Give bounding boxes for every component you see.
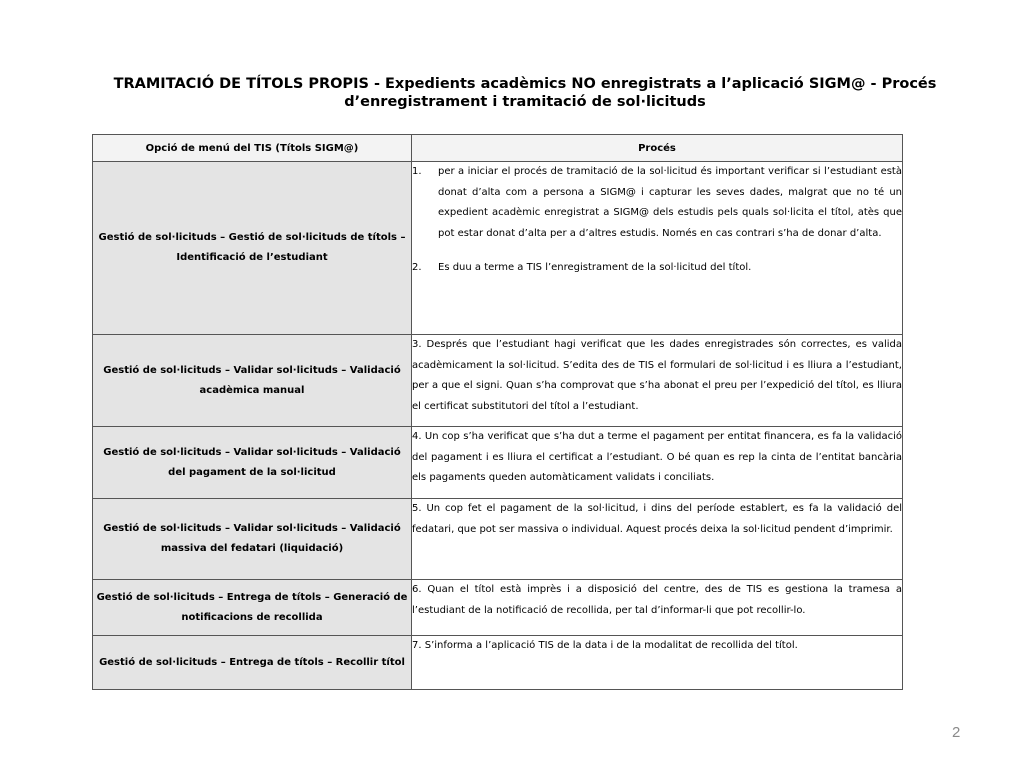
table-row — [93, 427, 903, 499]
menu-cell: Gestió de sol·licituds – Entrega de títols – Generació de notificacions de recollida — [93, 580, 412, 636]
process-cell: 6. Quan el títol està imprès i a disposició del centre, des de TIS es gestiona la tramesa a l’estudiant de la notificació de recollida, per tal d’informar-li que pot recollir-lo. — [412, 580, 903, 636]
process-step — [412, 258, 902, 279]
table-row — [93, 162, 903, 335]
table-row — [93, 335, 903, 427]
menu-cell: Gestió de sol·licituds – Validar sol·licituds – Validació massiva del fedatari (liquidació) — [93, 499, 412, 580]
table-row — [93, 636, 903, 690]
menu-cell: Gestió de sol·licituds – Validar sol·licituds – Validació acadèmica manual — [93, 335, 412, 427]
header-process: Procés — [412, 135, 903, 162]
menu-cell: Gestió de sol·licituds – Gestió de sol·licituds de títols – Identificació de l’estudiant — [93, 162, 412, 335]
table-row — [93, 580, 903, 636]
step-number: 2. — [412, 262, 422, 273]
table-row — [93, 499, 903, 580]
table-header-row — [93, 135, 903, 162]
process-cell: 7. S’informa a l’aplicació TIS de la data i de la modalitat de recollida del títol. — [412, 636, 903, 690]
page-number: 2 — [952, 724, 961, 741]
title-line-1: TRAMITACIÓ DE TÍTOLS PROPIS - Expedients acadèmics NO enregistrats a l’aplicació SIGM@ - Procés — [113, 76, 937, 92]
process-cell: 4. Un cop s’ha verificat que s’ha dut a terme el pagament per entitat financera, es fa la validació del pagament i es lliura el certificat a l’estudiant. O bé quan es rep la cinta de l’entitat bancària els pagaments queden automàticament validats i conciliats. — [412, 427, 903, 499]
page-title — [60, 75, 990, 111]
process-table — [92, 134, 903, 690]
menu-cell: Gestió de sol·licituds – Entrega de títols – Recollir títol — [93, 636, 412, 690]
step-text: per a iniciar el procés de tramitació de la sol·licitud és important verificar si l’estudiant està donat d’alta com a persona a SIGM@ i capturar les seves dades, malgrat que no té un expedient acadèmic enregistrat a SIGM@ dels estudis pels quals sol·licita el títol, atès que pot estar donat d’alta per a d’altres estudis. Només en cas contrari s’ha de donar d’alta. — [438, 166, 902, 239]
process-cell — [412, 162, 903, 335]
menu-cell: Gestió de sol·licituds – Validar sol·licituds – Validació del pagament de la sol·licitud — [93, 427, 412, 499]
process-cell: 3. Després que l’estudiant hagi verificat que les dades enregistrades són correctes, es valida acadèmicament la sol·licitud. S’edita des de TIS el formulari de sol·licitud i es lliura a l’estudiant, per a que el signi. Quan s’ha comprovat que s’ha abonat el preu per l’expedició del títol, es lliura el certificat substitutori del títol a l’estudiant. — [412, 335, 903, 427]
header-menu-option: Opció de menú del TIS (Títols SIGM@) — [93, 135, 412, 162]
title-line-2: d’enregistrament i tramitació de sol·licituds — [344, 94, 706, 110]
step-text: Es duu a terme a TIS l’enregistrament de la sol·licitud del títol. — [438, 262, 752, 273]
process-cell: 5. Un cop fet el pagament de la sol·licitud, i dins del període establert, es fa la validació del fedatari, que pot ser massiva o individual. Aquest procés deixa la sol·licitud pendent d’imprimir. — [412, 499, 903, 580]
step-number: 1. — [412, 166, 422, 177]
process-step — [412, 162, 902, 244]
